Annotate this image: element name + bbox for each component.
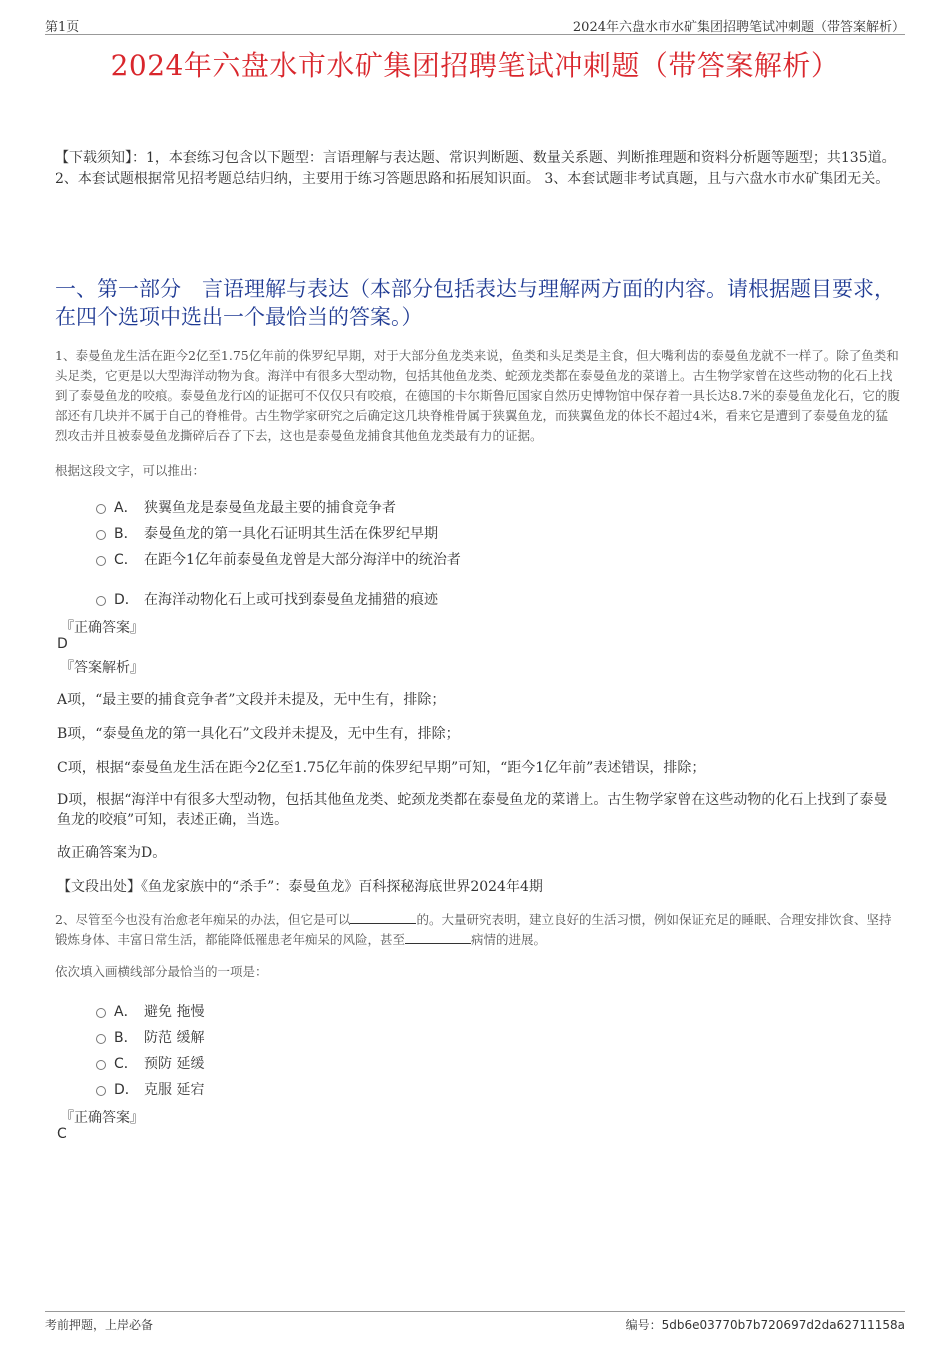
radio-icon[interactable] <box>96 504 106 514</box>
q1-option-a[interactable]: A． 狭翼鱼龙是泰曼鱼龙最主要的捕食竞争者 <box>96 497 396 517</box>
q1-analysis-b: B项，“泰曼鱼龙的第一具化石”文段并未提及，无中生有，排除； <box>57 726 460 742</box>
section-title: 一、第一部分 言语理解与表达（本部分包括表达与理解两方面的内容。请根据题目要求，在四个选项中选出一个最恰当的答案。） <box>55 277 895 329</box>
footer-slogan: 考前押题，上岸必备 <box>45 1318 154 1332</box>
page-header <box>45 14 905 35</box>
radio-icon[interactable] <box>96 556 106 566</box>
q1-option-c[interactable]: C． 在距今1亿年前泰曼鱼龙曾是大部分海洋中的统治者 <box>96 549 461 569</box>
header-title: 2024年六盘水市水矿集团招聘笔试冲刺题（带答案解析） <box>572 20 905 35</box>
q2-option-d[interactable]: D． 克服 延宕 <box>96 1079 204 1099</box>
fill-blank-1[interactable] <box>350 911 416 924</box>
q1-analysis-a: A项，“最主要的捕食竞争者”文段并未提及，无中生有，排除； <box>57 692 446 708</box>
footer-code: 编号：5db6e03770b7b720697d2da62711158a <box>625 1318 905 1332</box>
q2-option-a[interactable]: A． 避免 拖慢 <box>96 1001 204 1021</box>
q1-answer: D <box>57 636 68 652</box>
fill-blank-2[interactable] <box>405 931 471 944</box>
radio-icon[interactable] <box>96 1008 106 1018</box>
q2-option-c[interactable]: C． 预防 延缓 <box>96 1053 204 1073</box>
radio-icon[interactable] <box>96 1086 106 1096</box>
page-number: 第1页 <box>45 20 80 35</box>
document-title: 2024年六盘水市水矿集团招聘笔试冲刺题（带答案解析） <box>110 49 840 82</box>
q1-conclusion: 故正确答案为D。 <box>57 845 167 861</box>
q2-answer: C <box>57 1126 67 1142</box>
q2-option-b[interactable]: B． 防范 缓解 <box>96 1027 204 1047</box>
radio-icon[interactable] <box>96 1034 106 1044</box>
question-2-prompt: 依次填入画横线部分最恰当的一项是： <box>55 964 268 979</box>
q1-source: 【文段出处】《鱼龙家族中的“杀手”：泰曼鱼龙》百科探秘海底世界2024年4期 <box>57 879 543 895</box>
q1-analysis-label: 『答案解析』 <box>60 660 144 676</box>
q1-analysis-d: D项，根据“海洋中有很多大型动物，包括其他鱼龙类、蛇颈龙类都在泰曼鱼龙的菜谱上。古生物学家曾在这些动物的化石上找到了泰曼鱼龙的咬痕”可知，表述正确，当选。 <box>57 792 888 828</box>
radio-icon[interactable] <box>96 596 106 606</box>
download-notice: 【下载须知】：1，本套练习包含以下题型：言语理解与表达题、常识判断题、数量关系题、判断推理题和资料分析题等题型；共135道。 2、本套试题根据常见招考题总结归纳，主要用于练习答题思路和拓展知识面。 3、本套试题非考试真题，且与六盘水市水矿集团无关。 <box>55 150 896 187</box>
radio-icon[interactable] <box>96 1060 106 1070</box>
radio-icon[interactable] <box>96 530 106 540</box>
question-1-prompt: 根据这段文字，可以推出： <box>55 463 206 478</box>
q1-option-b[interactable]: B． 泰曼鱼龙的第一具化石证明其生活在侏罗纪早期 <box>96 523 438 543</box>
q1-analysis-c: C项，根据“泰曼鱼龙生活在距今2亿至1.75亿年前的侏罗纪早期”可知，“距今1亿年前”表述错误，排除； <box>57 760 706 776</box>
question-1-text: 1、泰曼鱼龙生活在距今2亿至1.75亿年前的侏罗纪早期，对于大部分鱼龙类来说，鱼类和头足类是主食，但大嘴利齿的泰曼鱼龙就不一样了。除了鱼类和头足类，它更是以大型海洋动物为食。海洋中有很多大型动物，包括其他鱼龙类、蛇颈龙类都在泰曼鱼龙的菜谱上。古生物学家曾在这些动物的化石上找到了泰曼鱼龙的咬痕。泰曼鱼龙行凶的证据可不仅仅只有咬痕，在德国的卡尔斯鲁厄国家自然历史博物馆中保存着一具长达8.7米的泰曼鱼龙化石，它的腹部还有几块并不属于自己的脊椎骨。古生物学家研究之后确定这几块脊椎骨属于狭翼鱼龙，而狭翼鱼龙的体长不超过4米，看来它是遭到了泰曼鱼龙的猛烈攻击并且被泰曼鱼龙撕碎后吞了下去，这也是泰曼鱼龙捕食其他鱼龙类最有力的证据。 <box>55 348 900 443</box>
page-footer <box>45 1311 905 1332</box>
q1-answer-label: 『正确答案』 <box>60 620 144 636</box>
question-2-text: 2、尽管至今也没有治愈老年痴呆的办法，但它是可以 的。大量研究表明，建立良好的生活习惯，例如保证充足的睡眠、合理安排饮食、坚持锻炼身体、丰富日常生活，都能降低罹患老年痴呆的风险，甚至 病情的进展。 <box>55 912 892 947</box>
q1-option-d[interactable]: D． 在海洋动物化石上或可找到泰曼鱼龙捕猎的痕迹 <box>96 589 438 609</box>
q2-answer-label: 『正确答案』 <box>60 1110 144 1126</box>
